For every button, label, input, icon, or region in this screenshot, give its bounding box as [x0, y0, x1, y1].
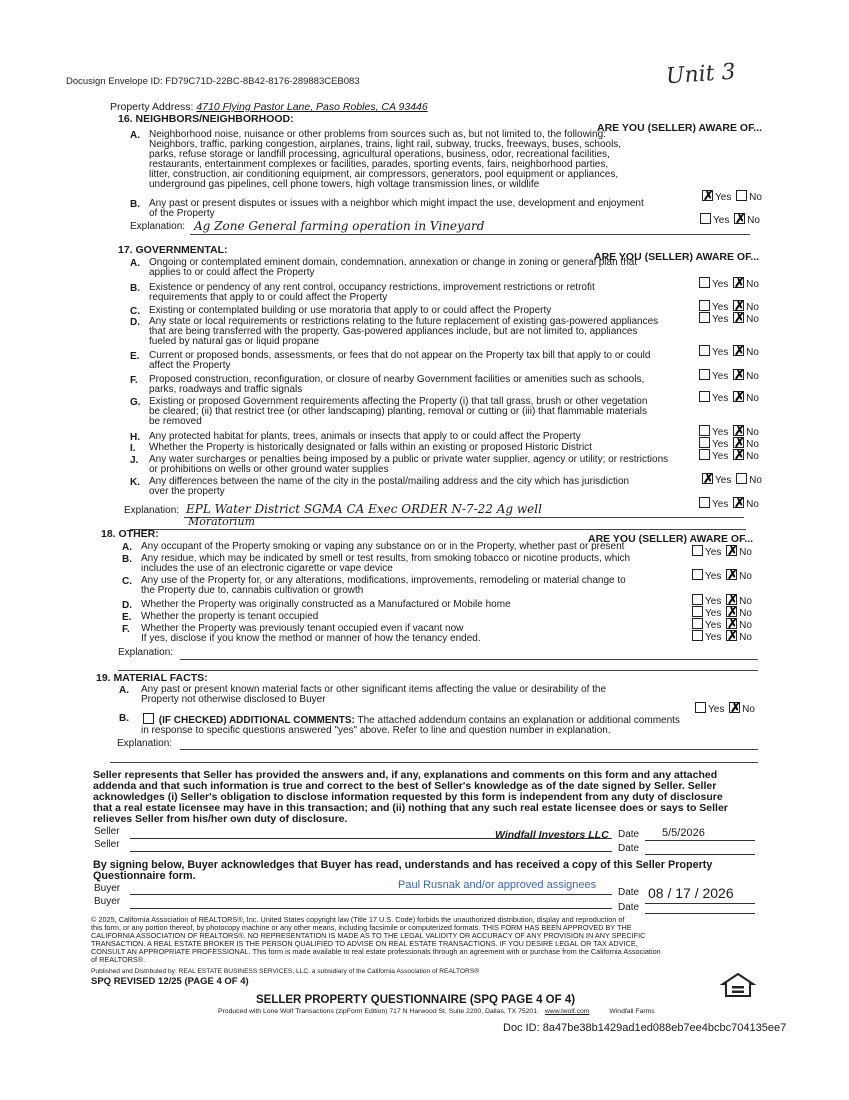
section-17-explanation-rule1 [184, 517, 744, 518]
item-17e-yes-checkbox[interactable] [699, 369, 710, 380]
section-18-explanation-rule2 [118, 670, 758, 671]
item-19a-letter: A. [119, 685, 129, 696]
section-18-aware-header: ARE YOU (SELLER) AWARE OF... [588, 533, 754, 545]
buyer-label-2: Buyer [94, 896, 121, 907]
item-17a-no-checkbox[interactable] [733, 277, 744, 288]
item-17j-letter: J. [130, 455, 139, 466]
seller-label-1: Seller [94, 826, 120, 837]
item-16a-yes-checkbox[interactable] [702, 190, 713, 201]
section-18-title: 18. OTHER: [101, 528, 159, 540]
item-18a-letter: A. [122, 542, 132, 553]
item-17i-no-checkbox[interactable] [733, 449, 744, 460]
item-17a-text: Ongoing or contemplated eminent domain, condemnation, annexation or change in zoning or general plan that applies to or could affect the Property [149, 257, 638, 278]
item-18e-yes-checkbox[interactable] [692, 618, 703, 629]
item-17i-yes-checkbox[interactable] [699, 449, 710, 460]
item-18c-text: Any use of the Property for, or any alterations, modifications, improvements, remodeling or material change to the Property due to, cannabis cultivation or growth [141, 575, 626, 596]
item-17e-answer: Yes ✗ No [697, 369, 759, 382]
footer-title: SELLER PROPERTY QUESTIONNAIRE (SPQ PAGE 4 OF 4) [256, 994, 576, 1006]
item-17c-answer: Yes ✗ No [697, 312, 759, 325]
item-17g-yes-checkbox[interactable] [699, 425, 710, 436]
section-19-title: 19. MATERIAL FACTS: [96, 672, 208, 684]
buyer-label-1: Buyer [94, 883, 121, 894]
buyer-signature-line-2[interactable] [130, 908, 612, 909]
farm-name: Windfall Farms [609, 1008, 655, 1015]
item-18f-text: Whether the Property was previously tenant occupied even if vacant now If yes, disclose if you know the method or manner of how the tenancy ended. [141, 623, 481, 644]
item-18d-answer: Yes ✗ No [690, 606, 752, 619]
item-17i-answer: Yes ✗ No [697, 449, 759, 462]
buyer-date-line-1[interactable] [645, 903, 755, 904]
item-18e-text: Whether the property is tenant occupied [141, 611, 319, 622]
item-17f-text: Proposed construction, reconfiguration, or closure of nearby Government facilities or amenities such as schools, parks, roadways and traffic signals [149, 374, 645, 395]
item-16b-yes-checkbox[interactable] [700, 213, 711, 224]
form-revision: SPQ REVISED 12/25 (PAGE 4 OF 4) [91, 976, 249, 987]
item-18a-text: Any occupant of the Property smoking or vaping any substance on or in the Property, whether past or present [141, 541, 625, 552]
buyer-name: Paul Rusnak and/or approved assignees [398, 879, 597, 891]
property-address-label: Property Address: [110, 101, 194, 113]
buyer-date-label-2: Date [618, 902, 640, 913]
item-19b-text: (IF CHECKED) ADDITIONAL COMMENTS: The attached addendum contains an explanation or additional comments [141, 713, 680, 726]
item-18b-letter: B. [122, 554, 132, 565]
item-17e-letter: E. [130, 351, 140, 362]
item-17j-no-checkbox[interactable] [736, 473, 747, 484]
item-17f-letter: F. [130, 375, 138, 386]
seller-signature-line-2[interactable] [130, 851, 612, 852]
property-address-value: 4710 Flying Pastor Lane, Paso Robles, CA 93446 [196, 101, 428, 113]
item-19a-no-checkbox[interactable] [729, 702, 740, 713]
item-19b-checkbox[interactable] [143, 713, 154, 724]
item-18a-no-checkbox[interactable] [726, 545, 737, 556]
publisher-note: Published and Distributed by: REAL ESTATE BUSINESS SERVICES, LLC. a subsidiary of the California Association of REALTORS® [91, 968, 480, 975]
item-18b-text: Any residue, which may be indicated by smell or test results, from smoking tobacco or nicotine products, which includes the use of an electronic cigarette or vape device [141, 553, 631, 574]
property-address [110, 101, 428, 113]
item-17c-yes-checkbox[interactable] [699, 312, 710, 323]
item-19a-yes-checkbox[interactable] [695, 702, 706, 713]
item-17f-answer: Yes ✗ No [697, 391, 759, 404]
section-18-explanation-label: Explanation: [118, 647, 174, 658]
buyer-date: 08 / 17 / 2026 [648, 885, 734, 901]
item-18f-no-checkbox[interactable] [726, 630, 737, 641]
section-19-explanation-rule2 [110, 762, 758, 763]
item-17d-answer: Yes ✗ No [697, 345, 759, 358]
item-17a-yes-checkbox[interactable] [699, 277, 710, 288]
seller-date-line-1[interactable] [645, 840, 755, 841]
section-17-explanation-line2: Moratorium [188, 515, 256, 528]
item-16a-letter: A. [130, 130, 140, 141]
section-18-explanation-rule1 [180, 659, 758, 660]
buyer-statement: By signing below, Buyer acknowledges that Buyer has read, understands and has received a copy of this Seller Property Questionnaire form. [93, 859, 713, 882]
item-17g-letter: G. [130, 397, 141, 408]
item-17k-text: Any differences between the name of the city in the postal/mailing address and the city which has jurisdiction over the property [149, 476, 630, 497]
item-17d-no-checkbox[interactable] [733, 345, 744, 356]
seller-date-line-2[interactable] [645, 854, 755, 855]
item-17c-no-checkbox[interactable] [733, 312, 744, 323]
buyer-signature-line-1[interactable] [130, 894, 612, 895]
item-17d-yes-checkbox[interactable] [699, 345, 710, 356]
item-18f-letter: F. [122, 624, 130, 635]
item-17h-yes-checkbox[interactable] [699, 437, 710, 448]
item-17j-answer: ✗Yes No [700, 473, 762, 486]
item-17i-letter: I. [130, 443, 136, 454]
section-16-title: 16. NEIGHBORS/NEIGHBORHOOD: [118, 113, 294, 125]
section-16-explanation-label: Explanation: [130, 221, 186, 232]
item-19b-letter: B. [119, 713, 129, 724]
item-18b-no-checkbox[interactable] [726, 569, 737, 580]
item-16b-answer: Yes ✗ No [698, 213, 760, 226]
section-17-aware-header: ARE YOU (SELLER) AWARE OF... [594, 251, 760, 263]
item-18a-answer: Yes ✗ No [690, 545, 752, 558]
section-19-explanation-label: Explanation: [117, 738, 173, 749]
item-17k-answer: Yes ✗ No [697, 497, 759, 510]
item-18b-answer: Yes ✗ No [690, 569, 752, 582]
item-16b-letter: B. [130, 199, 140, 210]
item-17c-text: Existing or contemplated building or use moratoria that apply to or could affect the Property [149, 305, 552, 316]
seller-date-label-2: Date [618, 843, 640, 854]
seller-label-2: Seller [94, 839, 120, 850]
item-17d-letter: D. [130, 317, 140, 328]
item-18c-answer: Yes ✗ No [690, 594, 752, 607]
doc-id: Doc ID: 8a47be38b1429ad1ed088eb7ee4bcbc704135ee7 [503, 1022, 787, 1034]
item-19a-answer: Yes ✗ No [693, 702, 755, 715]
lwolf-link[interactable]: www.lwolf.com [544, 1008, 590, 1015]
section-16-explanation-line [190, 234, 750, 235]
item-17h-letter: H. [130, 432, 140, 443]
item-17j-text: Any water surcharges or penalties being imposed by a public or private water supplier, agency or utility; or restrictions or prohibitions on wells or other ground water supplies [149, 454, 669, 475]
item-18c-letter: C. [122, 576, 132, 587]
item-17b-text: Existence or pendency of any rent control, occupancy restrictions, improvement restrictions or retrofit requirements that apply to or could affect the Property [149, 282, 595, 303]
item-17g-answer: Yes ✗ No [697, 425, 759, 438]
item-17i-text: Whether the Property is historically designated or falls within an existing or proposed Historic District [149, 442, 592, 453]
item-16a-no-checkbox[interactable] [736, 190, 747, 201]
section-17-title: 17. GOVERNMENTAL: [118, 244, 228, 256]
section-17-explanation-label: Explanation: [124, 505, 180, 516]
buyer-date-line-2[interactable] [645, 913, 755, 914]
item-17h-answer: Yes ✗ No [697, 437, 759, 450]
item-19b-text2: in response to specific questions answered "yes" above. Refer to line and question number in explanation. [141, 725, 611, 736]
produced-with: Produced with Lone Wolf Transactions (zipForm Edition) 717 N Harwood St, Suite 2200, Dallas, TX 75201 www.lwolf.com Windfall Farms [218, 1008, 655, 1015]
item-17a-letter: A. [130, 258, 140, 269]
item-17h-text: Any protected habitat for plants, trees, animals or insects that apply to or could affect the Property [149, 431, 581, 442]
section-17-explanation-rule2 [130, 529, 746, 530]
item-17b-yes-checkbox[interactable] [699, 300, 710, 311]
seller-date: 5/5/2026 [662, 827, 705, 839]
item-18d-text: Whether the Property was originally constructed as a Manufactured or Mobile home [141, 599, 511, 610]
section-16-aware-header: ARE YOU (SELLER) AWARE OF... [597, 122, 763, 134]
unit-handwritten-note: Unit 3 [665, 59, 737, 90]
item-17b-answer: Yes ✗ No [697, 300, 759, 313]
item-18e-answer: Yes ✗ No [690, 618, 752, 631]
item-18f-answer: Yes ✗ No [690, 630, 752, 643]
section-19-explanation-rule1 [180, 749, 758, 750]
item-17e-no-checkbox[interactable] [733, 369, 744, 380]
item-17f-yes-checkbox[interactable] [699, 391, 710, 402]
item-19a-text: Any past or present known material facts or other significant items affecting the value or desirability of the Property not otherwise disclosed to Buyer [141, 684, 607, 705]
item-18c-yes-checkbox[interactable] [692, 594, 703, 605]
item-18f-yes-checkbox[interactable] [692, 630, 703, 641]
section-17-explanation-line1: EPL Water District SGMA CA Exec ORDER N-7-22 Ag well [186, 502, 542, 516]
item-18e-letter: E. [122, 612, 132, 623]
section-16-explanation: Ag Zone General farming operation in Vineyard [194, 219, 485, 233]
item-17k-no-checkbox[interactable] [733, 497, 744, 508]
item-17c-letter: C. [130, 306, 140, 317]
item-17j-yes-checkbox[interactable] [702, 473, 713, 484]
item-16b-no-checkbox[interactable] [734, 213, 745, 224]
item-18b-yes-checkbox[interactable] [692, 569, 703, 580]
item-16a-answer: ✗Yes No [700, 190, 762, 203]
seller-statement: Seller represents that Seller has provided the answers and, if any, explanations and comments on this form and any attached addenda and that such information is true and correct to the best of Seller's knowledge as of the date signed by Seller. Seller acknowledges (i) Seller's obligation to disclose information requested by this form is independent from any duty of disclosure that a real estate licensee may have in this transaction; and (ii) nothing that any such real estate licensee does or says to Seller relieves Seller from his/her own duty of disclosure. [93, 769, 728, 825]
item-17f-no-checkbox[interactable] [733, 391, 744, 402]
seller-name: Windfall Investors LLC [495, 829, 609, 841]
item-16a-text: Neighborhood noise, nuisance or other problems from sources such as, but not limited to, the following: Neighbors, traffic, parking congestion, airplanes, trains, light rail, subway, trucks, freeways, buses, schools, parks, refuse storage or landfill processing, agricultural operations, business, odor, recreational facilities, restaurants, entertainment complexes or facilities, parades, sporting events, fairs, neighborhood parties, litter, construction, air conditioning equipment, air compressors, generators, pool equipment or appliances, underground gas pipelines, cell phone towers, high voltage transmission lines, or wildlife [149, 129, 622, 190]
item-17k-letter: K. [130, 477, 140, 488]
buyer-date-label-1: Date [618, 887, 640, 898]
item-17g-text: Existing or proposed Government requirements affecting the Property (i) that tall grass, brush or other vegetation be cleared; (ii) that restrict tree (or other landscaping) planting, removal or cutting or (iii) that flammable materials be removed [149, 396, 648, 427]
item-17k-yes-checkbox[interactable] [699, 497, 710, 508]
item-18a-yes-checkbox[interactable] [692, 545, 703, 556]
item-17a-answer: Yes ✗ No [697, 277, 759, 290]
item-17d-text: Any state or local requirements or restrictions relating to the future replacement of existing gas-powered appliances that are being transferred with the property. Gas-powered appliances include, but are not limited to, appliances fueled by natural gas or liquid propane [149, 316, 659, 347]
item-16b-text: Any past or present disputes or issues with a neighbor which might impact the use, development and enjoyment of the Property [149, 198, 644, 219]
equal-housing-icon [720, 972, 756, 1002]
envelope-id: Docusign Envelope ID: FD79C71D-22BC-8B42-8176-289883CEB083 [66, 76, 360, 87]
seller-date-label-1: Date [618, 829, 640, 840]
item-18d-yes-checkbox[interactable] [692, 606, 703, 617]
item-17e-text: Current or proposed bonds, assessments, or fees that do not appear on the Property tax bill that apply to or could affect the Property [149, 350, 651, 371]
item-18d-letter: D. [122, 600, 132, 611]
copyright-notice: © 2025, California Association of REALTORS®, Inc. United States copyright law (Title 17 U.S. Code) forbids the unauthorized distribution, display and reproduction of this form, or any portion thereof, by photocopy machine or any other means, including facsimile or computerized formats. THIS FORM HAS BEEN APPROVED BY THE CALIFORNIA ASSOCIATION OF REALTORS®. NO REPRESENTATION IS MADE AS TO THE LEGAL VALIDITY OR ACCURACY OF ANY PROVISION IN ANY SPECIFIC TRANSACTION. A REAL ESTATE BROKER IS THE PERSON QUALIFIED TO ADVISE ON REAL ESTATE TRANSACTIONS. IF YOU DESIRE LEGAL OR TAX ADVICE, CONSULT AN APPROPRIATE PROFESSIONAL. This form is made available to real estate professionals through an agreement with or purchase from the California Association of REALTORS®. [91, 915, 661, 964]
item-17b-letter: B. [130, 283, 140, 294]
